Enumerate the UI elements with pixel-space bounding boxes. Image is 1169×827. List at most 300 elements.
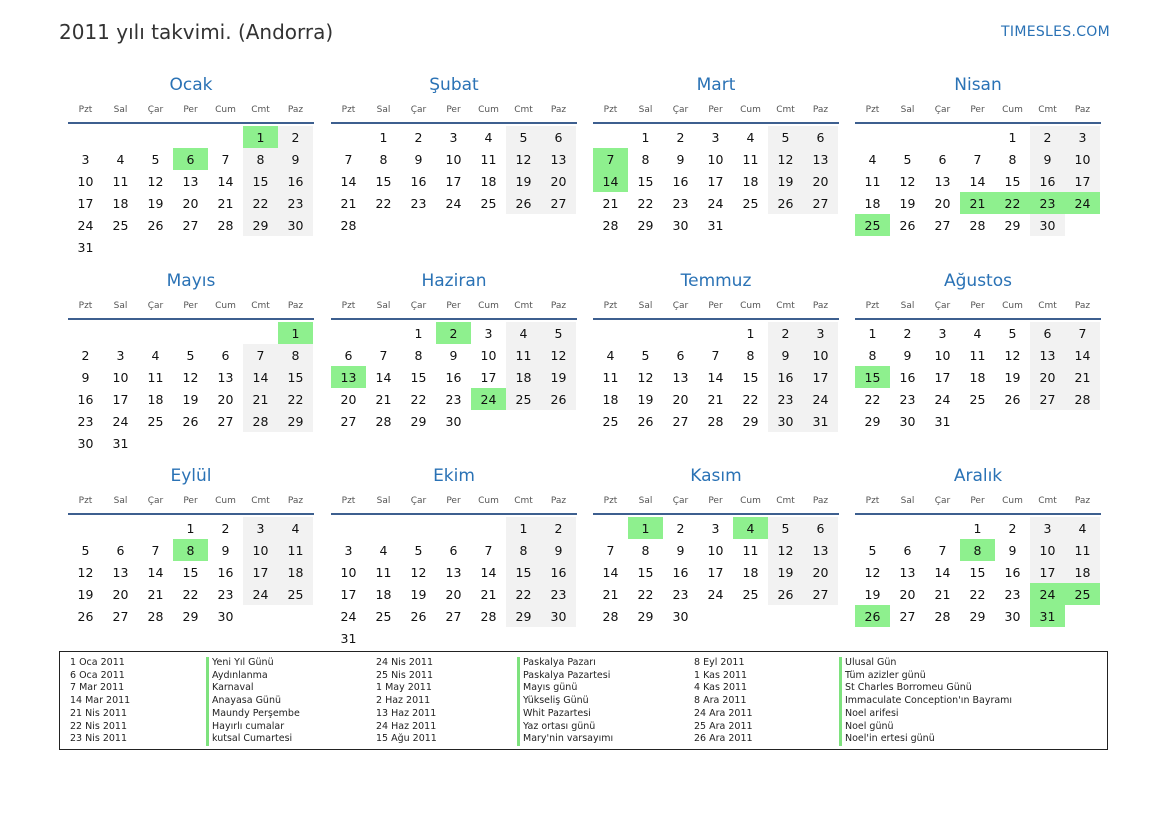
- day-cell: 16: [672, 173, 689, 189]
- day-cell: 2: [81, 347, 90, 363]
- legend-date: 1 Oca 2011: [70, 657, 125, 668]
- day-cell: 17: [77, 195, 94, 211]
- empty-day-cell: [925, 517, 960, 539]
- month-calendar: [331, 270, 577, 432]
- day-cell: 23: [672, 586, 689, 602]
- day-cell: 19: [506, 170, 541, 192]
- legend-date: 24 Ara 2011: [694, 707, 753, 719]
- day-cell: 5: [81, 542, 90, 558]
- day-cell: 7: [243, 344, 278, 366]
- day-cell: 26: [1004, 391, 1021, 407]
- day-cell: 30: [445, 413, 462, 429]
- weekday-label: Çar: [672, 301, 689, 311]
- weekday-label: Çar: [934, 496, 951, 506]
- empty-day-cell: [436, 517, 471, 539]
- day-cell: 16: [1004, 564, 1021, 580]
- day-grid: [68, 126, 314, 258]
- empty-day-cell: [173, 126, 208, 148]
- empty-day-cell: [628, 322, 663, 344]
- day-cell: 14: [602, 564, 619, 580]
- day-cell: 12: [77, 564, 94, 580]
- day-cell: 22: [243, 192, 278, 214]
- day-cell: 18: [375, 586, 392, 602]
- weekday-label: Paz: [1074, 496, 1091, 506]
- day-cell: 15: [637, 173, 654, 189]
- weekday-label: Çar: [934, 105, 951, 115]
- legend-date: 4 Kas 2011: [694, 682, 748, 694]
- empty-day-cell: [925, 126, 960, 148]
- legend-holiday-name: Paskalya Pazartesi: [517, 670, 613, 683]
- empty-day-cell: [890, 517, 925, 539]
- day-cell: 23: [541, 583, 576, 605]
- weekday-label: Per: [446, 105, 461, 115]
- header-divider: [855, 318, 1101, 320]
- legend-holiday-name: Tüm azizler günü: [839, 670, 1012, 683]
- day-cell: 15: [506, 561, 541, 583]
- day-cell: 24: [934, 391, 951, 407]
- day-cell: 29: [637, 608, 654, 624]
- weekday-label: Sal: [376, 496, 391, 506]
- day-cell: 19: [77, 586, 94, 602]
- day-grid: [331, 517, 577, 649]
- day-cell: 17: [934, 369, 951, 385]
- day-cell: 8: [379, 151, 388, 167]
- legend-names-col-3: [839, 657, 1012, 746]
- header-divider: [68, 318, 314, 320]
- month-calendar: [331, 74, 577, 236]
- day-cell: 2: [903, 325, 912, 341]
- day-cell: 24: [707, 586, 724, 602]
- weekday-label: Çar: [147, 105, 164, 115]
- weekday-header: [855, 296, 1101, 316]
- header-divider: [68, 513, 314, 515]
- day-cell: 30: [672, 608, 689, 624]
- day-cell: 16: [541, 561, 576, 583]
- day-cell: 7: [484, 542, 493, 558]
- day-cell: 8: [868, 347, 877, 363]
- weekday-label: Pzt: [78, 496, 93, 506]
- weekday-label: Pzt: [603, 301, 618, 311]
- weekday-label: Cum: [215, 105, 236, 115]
- day-cell: 9: [1030, 148, 1065, 170]
- holiday-day-cell: 24: [471, 388, 506, 410]
- day-cell: 22: [410, 391, 427, 407]
- legend-holiday-name: Karnaval: [206, 682, 300, 695]
- day-cell: 12: [1004, 347, 1021, 363]
- day-cell: 12: [637, 369, 654, 385]
- day-cell: 14: [934, 564, 951, 580]
- day-cell: 29: [182, 608, 199, 624]
- weekday-header: [331, 100, 577, 120]
- day-cell: 8: [746, 347, 755, 363]
- site-link[interactable]: TIMESLES.COM: [1001, 24, 1110, 40]
- weekday-label: Sal: [900, 301, 915, 311]
- day-cell: 1: [186, 520, 195, 536]
- holiday-day-cell: 14: [593, 170, 628, 192]
- day-cell: 13: [672, 369, 689, 385]
- day-cell: 15: [243, 170, 278, 192]
- day-cell: 10: [445, 151, 462, 167]
- day-cell: 9: [1008, 542, 1017, 558]
- legend-date: 8 Ara 2011: [694, 695, 747, 707]
- day-cell: 20: [803, 561, 838, 583]
- header-divider: [331, 318, 577, 320]
- day-cell: 7: [711, 347, 720, 363]
- day-cell: 30: [1004, 608, 1021, 624]
- day-cell: 25: [278, 583, 313, 605]
- day-cell: 14: [1065, 344, 1100, 366]
- day-cell: 8: [243, 148, 278, 170]
- day-cell: 4: [973, 325, 982, 341]
- day-cell: 26: [768, 583, 803, 605]
- header-divider: [593, 318, 839, 320]
- day-cell: 18: [864, 195, 881, 211]
- day-grid: [855, 322, 1101, 432]
- day-cell: 17: [1030, 561, 1065, 583]
- weekday-label: Pzt: [341, 496, 356, 506]
- month-calendar: [855, 270, 1101, 432]
- empty-day-cell: [208, 126, 243, 148]
- day-cell: 28: [602, 217, 619, 233]
- weekday-label: Paz: [550, 496, 567, 506]
- day-cell: 21: [602, 586, 619, 602]
- day-cell: 11: [375, 564, 392, 580]
- weekday-header: [331, 491, 577, 511]
- day-cell: 5: [903, 151, 912, 167]
- day-cell: 31: [803, 410, 838, 432]
- day-cell: 8: [641, 542, 650, 558]
- day-cell: 23: [217, 586, 234, 602]
- holiday-day-cell: 24: [1030, 583, 1065, 605]
- legend-date: 13 Haz 2011: [376, 707, 437, 719]
- day-cell: 23: [77, 413, 94, 429]
- day-cell: 17: [243, 561, 278, 583]
- day-cell: 19: [899, 195, 916, 211]
- weekday-header: [68, 491, 314, 511]
- day-cell: 3: [81, 151, 90, 167]
- weekday-label: Paz: [287, 301, 304, 311]
- day-cell: 16: [768, 366, 803, 388]
- holiday-day-cell: 8: [960, 539, 995, 561]
- day-cell: 18: [480, 173, 497, 189]
- month-calendar: [68, 465, 314, 627]
- empty-day-cell: [960, 126, 995, 148]
- day-cell: 11: [864, 173, 881, 189]
- day-cell: 23: [899, 391, 916, 407]
- day-cell: 16: [278, 170, 313, 192]
- legend-holiday-name: Noel günü: [839, 721, 1012, 734]
- day-cell: 11: [1065, 539, 1100, 561]
- day-cell: 19: [541, 366, 576, 388]
- holiday-day-cell: 1: [243, 126, 278, 148]
- day-cell: 12: [410, 564, 427, 580]
- day-cell: 29: [506, 605, 541, 627]
- weekday-label: Sal: [900, 496, 915, 506]
- day-cell: 4: [606, 347, 615, 363]
- holiday-day-cell: 25: [1065, 583, 1100, 605]
- month-calendar: [593, 465, 839, 627]
- day-cell: 4: [868, 151, 877, 167]
- day-cell: 20: [541, 170, 576, 192]
- day-cell: 27: [672, 413, 689, 429]
- month-name: Şubat: [429, 75, 479, 95]
- day-cell: 30: [1030, 214, 1065, 236]
- legend-names-col-2: [517, 657, 613, 746]
- weekday-label: Per: [970, 105, 985, 115]
- day-cell: 5: [768, 126, 803, 148]
- day-cell: 13: [803, 539, 838, 561]
- weekday-header: [593, 100, 839, 120]
- weekday-label: Paz: [550, 301, 567, 311]
- legend-holiday-name: Anayasa Günü: [206, 695, 300, 708]
- weekday-header: [68, 100, 314, 120]
- day-cell: 20: [899, 586, 916, 602]
- day-cell: 9: [541, 539, 576, 561]
- day-cell: 15: [637, 564, 654, 580]
- weekday-label: Sal: [376, 105, 391, 115]
- weekday-label: Per: [446, 301, 461, 311]
- day-cell: 30: [899, 413, 916, 429]
- day-cell: 31: [707, 217, 724, 233]
- weekday-label: Cmt: [1038, 496, 1057, 506]
- day-cell: 3: [1065, 126, 1100, 148]
- legend-holiday-name: Noel'in ertesi günü: [839, 733, 1012, 746]
- day-cell: 1: [868, 325, 877, 341]
- day-cell: 25: [742, 586, 759, 602]
- day-cell: 12: [864, 564, 881, 580]
- day-cell: 20: [340, 391, 357, 407]
- empty-day-cell: [138, 126, 173, 148]
- weekday-label: Cum: [740, 301, 761, 311]
- day-cell: 21: [934, 586, 951, 602]
- empty-day-cell: [401, 517, 436, 539]
- day-cell: 28: [147, 608, 164, 624]
- day-cell: 18: [1065, 561, 1100, 583]
- holiday-day-cell: 1: [628, 517, 663, 539]
- empty-day-cell: [138, 322, 173, 344]
- day-cell: 27: [541, 192, 576, 214]
- day-cell: 4: [151, 347, 160, 363]
- weekday-label: Çar: [672, 105, 689, 115]
- day-cell: 21: [375, 391, 392, 407]
- day-cell: 10: [243, 539, 278, 561]
- legend-holiday-name: Mary'nin varsayımı: [517, 733, 613, 746]
- holiday-day-cell: 23: [1030, 192, 1065, 214]
- weekday-label: Cmt: [514, 496, 533, 506]
- day-cell: 19: [410, 586, 427, 602]
- day-cell: 20: [112, 586, 129, 602]
- day-cell: 19: [1004, 369, 1021, 385]
- day-cell: 29: [1004, 217, 1021, 233]
- day-cell: 21: [217, 195, 234, 211]
- day-cell: 31: [934, 413, 951, 429]
- day-cell: 14: [147, 564, 164, 580]
- day-cell: 26: [77, 608, 94, 624]
- holiday-day-cell: 13: [331, 366, 366, 388]
- day-cell: 8: [506, 539, 541, 561]
- day-cell: 12: [541, 344, 576, 366]
- day-cell: 27: [899, 608, 916, 624]
- month-name: Mayıs: [166, 271, 216, 291]
- month-name: Aralık: [953, 466, 1003, 486]
- day-cell: 6: [449, 542, 458, 558]
- day-cell: 6: [1030, 322, 1065, 344]
- day-cell: 7: [221, 151, 230, 167]
- legend-date: 7 Mar 2011: [70, 682, 125, 694]
- day-cell: 1: [1008, 129, 1017, 145]
- day-cell: 20: [803, 170, 838, 192]
- day-cell: 1: [506, 517, 541, 539]
- weekday-label: Paz: [287, 496, 304, 506]
- day-cell: 19: [637, 391, 654, 407]
- weekday-label: Paz: [812, 496, 829, 506]
- day-cell: 18: [147, 391, 164, 407]
- weekday-label: Cum: [478, 301, 499, 311]
- legend-holiday-name: Yaz ortası günü: [517, 721, 613, 734]
- weekday-label: Per: [183, 105, 198, 115]
- weekday-label: Cmt: [776, 105, 795, 115]
- empty-day-cell: [663, 322, 698, 344]
- day-cell: 2: [278, 126, 313, 148]
- day-cell: 15: [410, 369, 427, 385]
- legend-dates-col-3: [694, 657, 753, 746]
- day-cell: 28: [375, 413, 392, 429]
- day-cell: 29: [742, 413, 759, 429]
- holiday-day-cell: 21: [960, 192, 995, 214]
- day-cell: 9: [676, 151, 685, 167]
- weekday-label: Cum: [478, 105, 499, 115]
- weekday-label: Per: [708, 301, 723, 311]
- empty-day-cell: [593, 322, 628, 344]
- day-cell: 28: [602, 608, 619, 624]
- day-cell: 17: [707, 173, 724, 189]
- legend-dates-col-1: [70, 657, 130, 746]
- day-cell: 6: [803, 517, 838, 539]
- weekday-label: Pzt: [603, 105, 618, 115]
- day-cell: 13: [934, 173, 951, 189]
- day-cell: 11: [480, 151, 497, 167]
- day-cell: 9: [81, 369, 90, 385]
- day-cell: 16: [410, 173, 427, 189]
- day-cell: 11: [742, 542, 759, 558]
- day-cell: 25: [602, 413, 619, 429]
- day-cell: 2: [1030, 126, 1065, 148]
- day-cell: 5: [868, 542, 877, 558]
- empty-day-cell: [366, 517, 401, 539]
- empty-day-cell: [855, 126, 890, 148]
- month-name: Temmuz: [680, 271, 752, 291]
- weekday-label: Sal: [900, 105, 915, 115]
- day-cell: 29: [637, 217, 654, 233]
- weekday-label: Paz: [812, 105, 829, 115]
- page-title: 2011 yılı takvimi. (Andorra): [59, 20, 334, 44]
- month-name: Mart: [696, 75, 736, 95]
- empty-day-cell: [173, 322, 208, 344]
- day-cell: 21: [243, 388, 278, 410]
- day-cell: 24: [803, 388, 838, 410]
- weekday-header: [68, 296, 314, 316]
- day-cell: 22: [375, 195, 392, 211]
- day-cell: 24: [112, 413, 129, 429]
- day-cell: 14: [340, 173, 357, 189]
- legend-date: 14 Mar 2011: [70, 695, 131, 707]
- day-cell: 18: [742, 564, 759, 580]
- day-cell: 19: [768, 561, 803, 583]
- day-cell: 10: [934, 347, 951, 363]
- day-cell: 14: [375, 369, 392, 385]
- day-cell: 8: [278, 344, 313, 366]
- day-cell: 9: [768, 344, 803, 366]
- day-cell: 26: [899, 217, 916, 233]
- holiday-day-cell: 15: [855, 366, 890, 388]
- day-cell: 30: [768, 410, 803, 432]
- day-cell: 27: [217, 413, 234, 429]
- day-cell: 22: [742, 391, 759, 407]
- day-cell: 24: [445, 195, 462, 211]
- legend-date: 24 Nis 2011: [376, 657, 433, 668]
- empty-day-cell: [593, 517, 628, 539]
- day-cell: 3: [449, 129, 458, 145]
- weekday-label: Per: [708, 105, 723, 115]
- day-cell: 7: [973, 151, 982, 167]
- legend-date: 1 May 2011: [376, 682, 432, 694]
- day-cell: 22: [506, 583, 541, 605]
- month-calendar: [593, 270, 839, 432]
- day-cell: 30: [672, 217, 689, 233]
- day-cell: 4: [278, 517, 313, 539]
- day-cell: 2: [221, 520, 230, 536]
- day-grid: [68, 322, 314, 454]
- weekday-label: Cmt: [251, 496, 270, 506]
- day-cell: 7: [379, 347, 388, 363]
- day-cell: 16: [77, 391, 94, 407]
- header-divider: [68, 122, 314, 124]
- legend-holiday-name: kutsal Cumartesi: [206, 733, 300, 746]
- day-cell: 9: [676, 542, 685, 558]
- day-cell: 19: [182, 391, 199, 407]
- month-name: Ocak: [169, 75, 213, 95]
- day-cell: 14: [707, 369, 724, 385]
- day-cell: 19: [147, 195, 164, 211]
- day-cell: 26: [147, 217, 164, 233]
- legend-date: 24 Haz 2011: [376, 720, 437, 732]
- weekday-label: Pzt: [341, 301, 356, 311]
- weekday-label: Çar: [934, 301, 951, 311]
- day-cell: 4: [116, 151, 125, 167]
- weekday-label: Çar: [410, 105, 427, 115]
- legend-date: 8 Eyl 2011: [694, 657, 745, 668]
- day-grid: [855, 517, 1101, 627]
- day-cell: 22: [637, 586, 654, 602]
- weekday-label: Çar: [147, 496, 164, 506]
- day-cell: 23: [445, 391, 462, 407]
- weekday-label: Cum: [740, 105, 761, 115]
- day-cell: 28: [217, 217, 234, 233]
- day-cell: 24: [340, 608, 357, 624]
- day-cell: 4: [484, 129, 493, 145]
- day-cell: 14: [243, 366, 278, 388]
- day-cell: 26: [182, 413, 199, 429]
- weekday-label: Paz: [1074, 105, 1091, 115]
- empty-day-cell: [68, 322, 103, 344]
- legend-date: 2 Haz 2011: [376, 695, 431, 707]
- weekday-label: Pzt: [865, 301, 880, 311]
- day-cell: 5: [414, 542, 423, 558]
- holiday-day-cell: 2: [436, 322, 471, 344]
- day-cell: 24: [77, 217, 94, 233]
- day-cell: 26: [637, 413, 654, 429]
- day-cell: 18: [742, 173, 759, 189]
